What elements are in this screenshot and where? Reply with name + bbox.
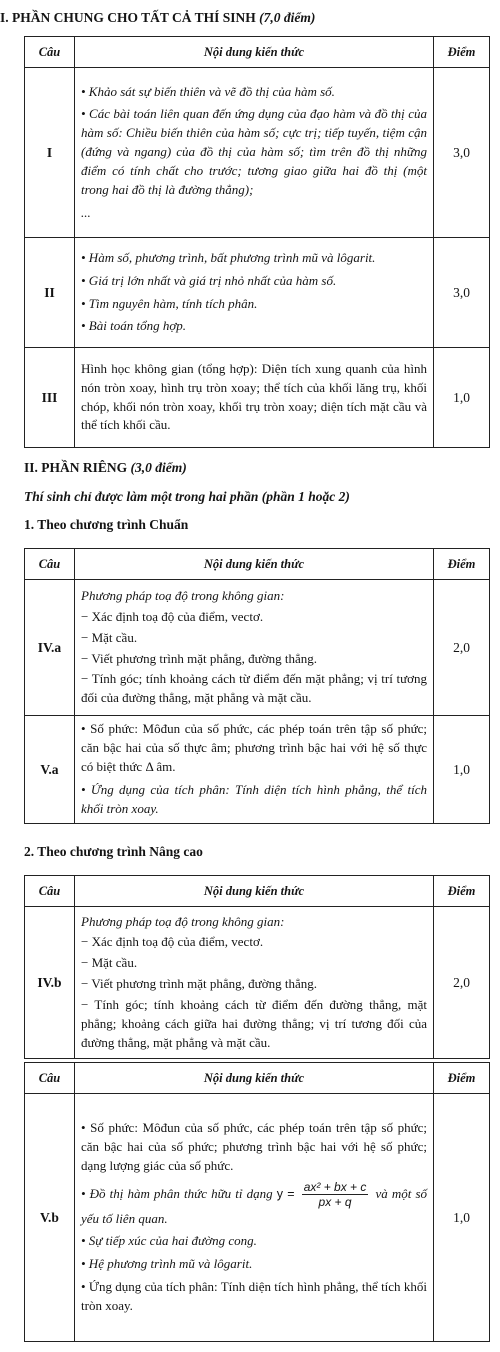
section2-points: (3,0 điểm) [130,460,187,475]
table-row [25,238,490,348]
table-header-row [25,876,490,907]
part2-heading: 2. Theo chương trình Nâng cao [24,844,203,859]
content-item: Phương pháp toạ độ trong không gian: [81,913,285,929]
content-item: • Giá trị lớn nhất và giá trị nhỏ nhất của hàm số. [81,272,337,288]
table-row [25,68,490,238]
row-content [75,1094,434,1342]
fraction-numerator: ax² + bx + c [303,1179,367,1194]
row-cau: II [25,238,75,348]
content-item: • Ứng dụng của tích phân: Tính diện tích hình phẳng, thể tích khối tròn xoay. [81,1279,427,1313]
header-noidung: Nội dung kiến thức [75,549,434,580]
table-advanced-program-b [24,1062,490,1342]
content-item: − Xác định toạ độ của điểm, vectơ. [81,934,264,950]
table-row [25,907,490,1059]
content-item: − Mặt cầu. [81,955,138,971]
table-row [25,348,490,448]
row-diem: 1,0 [434,1094,490,1342]
fraction [302,1180,369,1210]
content-item: Hình học không gian (tổng hợp): Diện tích xung quanh của hình nón tròn xoay, hình trụ tròn xoay; thể tích của khối lăng trụ, khối chóp, khối nón tròn xoay, khối trụ tròn xoay; diện tích mặt cầu và thể tích khối cầu. [81,360,427,433]
row-cau: IV.a [25,580,75,716]
table-row [25,1094,490,1342]
table-header-row [25,37,490,68]
header-diem: Điểm [434,37,490,68]
content-item: − Mặt cầu. [81,629,138,645]
content-item: − Viết phương trình mặt phẳng, đường thẳng. [81,650,317,666]
content-item: − Tính góc; tính khoảng cách từ điểm đến mặt phẳng; vị trí tương đối của đường thẳng, mặt phẳng và mặt cầu. [81,671,427,706]
content-item: − Tính góc; tính khoảng cách từ điểm đến đường thẳng, mặt phẳng; khoảng cách giữa hai đường thẳng; vị trí tương đối của đường thẳng, mặt phẳng và mặt cầu. [81,996,427,1050]
header-noidung: Nội dung kiến thức [75,1063,434,1094]
row-cau: V.a [25,716,75,824]
fraction-denominator: px + q [318,1195,352,1210]
row-cau: IV.b [25,907,75,1059]
row-diem: 3,0 [434,238,490,348]
header-noidung: Nội dung kiến thức [75,876,434,907]
section2-note: Thí sinh chỉ được làm một trong hai phần (phần 1 hoặc 2) [24,489,350,504]
content-item: − Xác định toạ độ của điểm, vectơ. [81,608,264,624]
table-standard-program [24,548,490,824]
content-item: • Số phức: Môđun của số phức, các phép toán trên tập số phức; căn bậc hai của số thực âm; phương trình bậc hai với hệ số thực có biệt thức Δ âm. [81,721,427,775]
content-item: • Tìm nguyên hàm, tính tích phân. [81,295,258,311]
content-item: • Các bài toán liên quan đến ứng dụng của đạo hàm và đồ thị của hàm số: Chiều biến thiên của hàm số; cực trị; tiếp tuyến, tiệm cận (đứng và ngang) của đồ thị của hàm số; tìm trên đồ thị những điểm có tính chất cho trước; tương giao giữa hai đồ thị (một trong hai đồ thị là đường thẳng); [81,106,427,197]
header-diem: Điểm [434,549,490,580]
row-content [75,68,434,238]
section1-points: (7,0 điểm) [259,10,316,25]
content-item-text: và một số yếu tố liên quan. [81,1185,428,1226]
content-item: • Khảo sát sự biến thiên và vẽ đồ thị của hàm số. [81,83,335,99]
section2-title: II. PHẦN RIÊNG [24,460,128,475]
content-item-rational-function [81,1180,427,1229]
content-item: • Sự tiếp xúc của hai đường cong. [81,1233,257,1249]
row-content [75,907,434,1059]
row-content [75,348,434,448]
table-header-row [25,549,490,580]
header-cau: Câu [25,549,75,580]
content-item: • Số phức: Môđun của số phức, các phép toán trên tập số phức; căn bậc hai của số phức; phương trình bậc hai với hệ số phức; dạng lượng giác của số phức. [81,1120,427,1173]
section1-heading [0,8,315,28]
header-diem: Điểm [434,1063,490,1094]
table-advanced-program-a [24,875,490,1059]
table-row [25,580,490,716]
row-diem: 2,0 [434,580,490,716]
content-item: • Hệ phương trình mũ và lôgarit. [81,1256,253,1272]
row-content [75,580,434,716]
row-cau: III [25,348,75,448]
header-diem: Điểm [434,876,490,907]
row-diem: 3,0 [434,68,490,238]
content-item-text: • Đồ thị hàm phân thức hữu tỉ dạng [81,1185,273,1201]
part1-heading: 1. Theo chương trình Chuẩn [24,517,189,532]
row-diem: 1,0 [434,348,490,448]
row-diem: 1,0 [434,716,490,824]
content-item: − Viết phương trình mặt phẳng, đường thẳng. [81,976,317,992]
content-item: • Bài toán tổng hợp. [81,318,187,334]
table-common-part [24,36,490,448]
table-row [25,716,490,824]
content-item: Phương pháp toạ độ trong không gian: [81,587,285,603]
row-diem: 2,0 [434,907,490,1059]
header-cau: Câu [25,1063,75,1094]
equation-lhs: y = [276,1186,295,1201]
content-item: ... [81,204,91,220]
row-cau: I [25,68,75,238]
header-noidung: Nội dung kiến thức [75,37,434,68]
content-item: • Ứng dụng của tích phân: Tính diện tích hình phẳng, thể tích khối tròn xoay. [81,781,427,816]
header-cau: Câu [25,37,75,68]
row-content [75,716,434,824]
table-header-row [25,1063,490,1094]
row-content [75,238,434,348]
header-cau: Câu [25,876,75,907]
row-cau: V.b [25,1094,75,1342]
section2-heading [24,458,187,478]
content-item: • Hàm số, phương trình, bất phương trình mũ và lôgarit. [81,249,376,265]
section1-title: I. PHẦN CHUNG CHO TẤT CẢ THÍ SINH [0,10,256,25]
